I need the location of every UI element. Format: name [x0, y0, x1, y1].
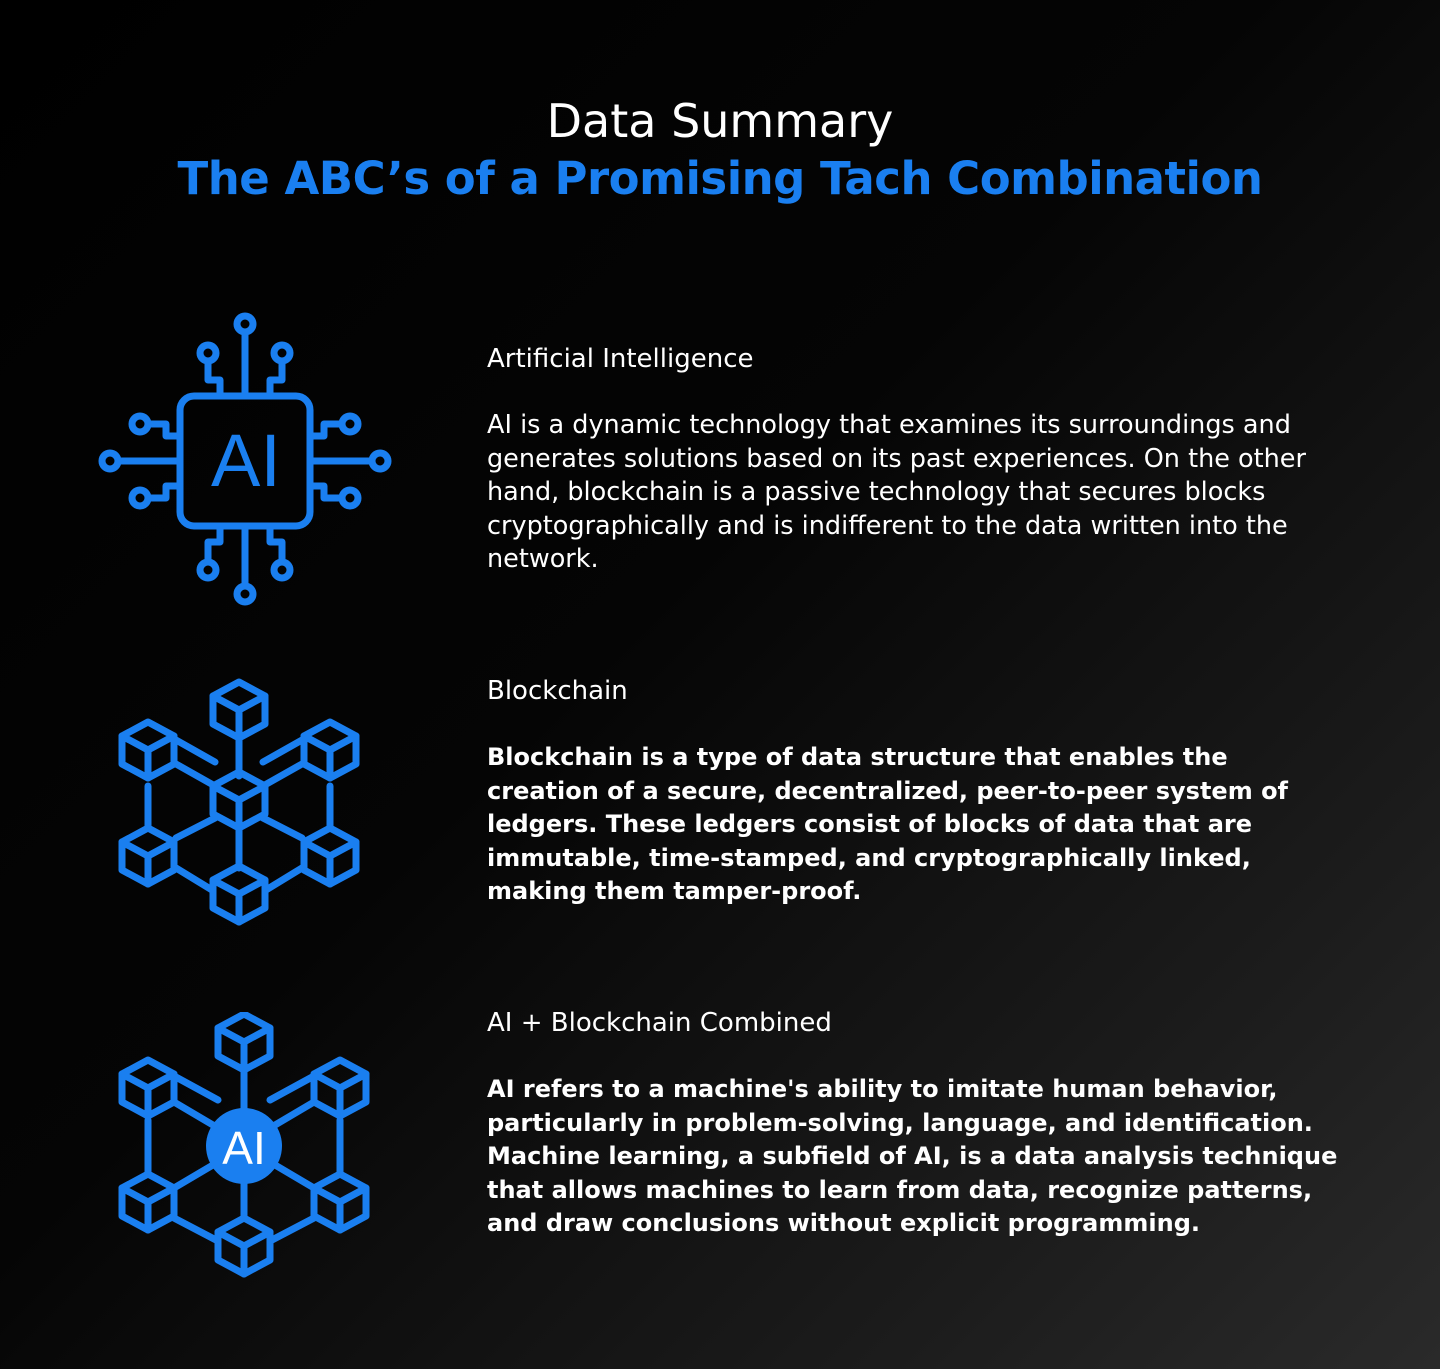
section-heading: Artificial Intelligence	[487, 344, 754, 374]
page-subtitle: The ABC’s of a Promising Tach Combination	[177, 152, 1263, 205]
ai-chip-icon	[96, 310, 396, 614]
ai-blockchain-label: AI	[222, 1122, 266, 1174]
page-title: Data Summary	[546, 94, 894, 148]
section-text	[487, 674, 1347, 909]
page-header	[0, 92, 1440, 208]
blockchain-network-icon	[110, 678, 370, 937]
section-body: AI is a dynamic technology that examines its surroundings and generates solutions based on its past experiences. On the other hand, blockchain is a passive technology that secures blocks cryptographically and is indifferent to the data written into the network.	[487, 410, 1306, 575]
section-heading: AI + Blockchain Combined	[487, 1008, 832, 1038]
section-heading: Blockchain	[487, 676, 628, 706]
ai-chip-label: AI	[211, 419, 281, 502]
ai-blockchain-icon	[108, 1012, 380, 1286]
section-body: Blockchain is a type of data structure that enables the creation of a secure, decentralized, peer-to-peer system of ledgers. These ledgers consist of blocks of data that are immutable, time-stamped, and cryptographically linked, making them tamper-proof.	[487, 743, 1288, 906]
section-text	[487, 342, 1347, 577]
section-body: AI refers to a machine's ability to imitate human behavior, particularly in problem-solving, language, and identification. Machine learning, a subfield of AI, is a data analysis technique that allows machines to learn from data, recognize patterns, and draw conclusions without explicit programming.	[487, 1075, 1338, 1238]
section-text	[487, 1006, 1347, 1241]
